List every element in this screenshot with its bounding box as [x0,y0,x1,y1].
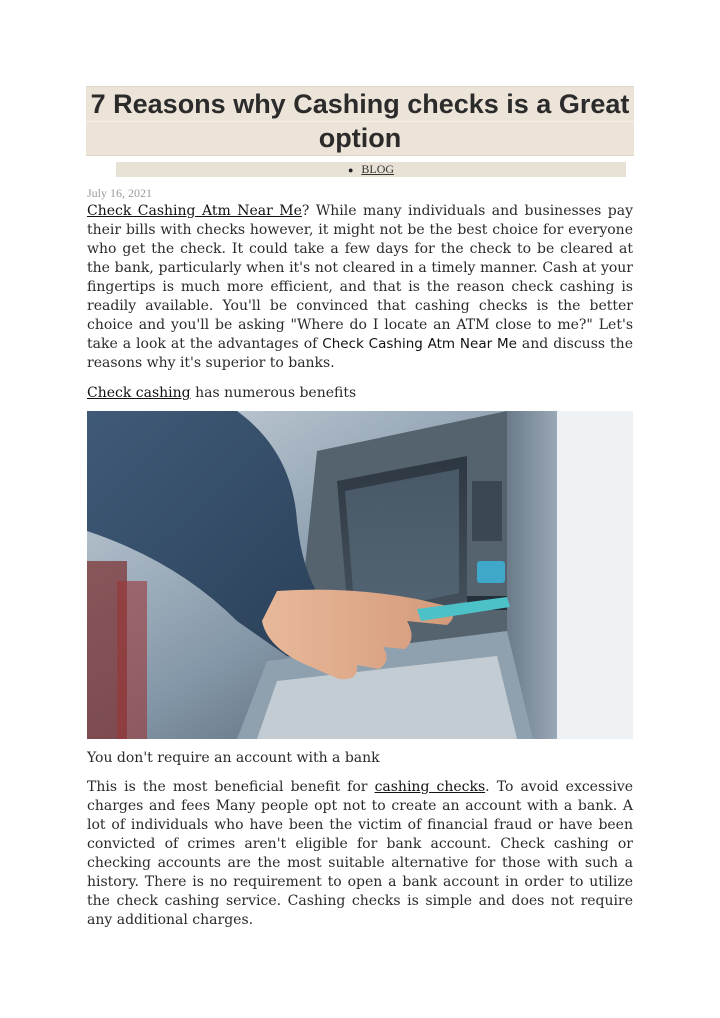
intro-paragraph [87,202,633,373]
body-start: This is the most beneficial benefit for [87,779,375,795]
atm-photo [87,411,633,739]
page-title: 7 Reasons why Cashing checks is a Great option [90,89,630,153]
intro-text: While many individuals and businesses pay their bills with checks however, it might not be the best choice for everyone who get the check. It could take a few days for the check to be cleared at the bank, particularly when it's not cleared in a timely manner. Cash at your fingertips is much more efficient, and that is the reason check cashing is readily available. You'll be convinced that cashing checks is the better choice and you'll be asking "Where do I locate an ATM close to me?" Let's take a look at the advantages of [87,203,633,352]
check-cashing-link[interactable]: Check cashing [87,385,191,401]
benefits-text: has numerous benefits [190,385,357,401]
cashing-checks-link[interactable]: cashing checks [374,779,486,795]
benefits-line [87,384,633,403]
bullet-icon: ● [347,165,354,175]
category-link-blog[interactable]: BLOG [361,162,395,176]
title-banner [86,86,634,156]
no-account-paragraph [87,778,633,930]
intro-question-mark: ? [301,203,310,219]
no-account-heading: You don't require an account with a bank [87,750,380,766]
intro-keyword: Check Cashing Atm Near Me [322,336,517,352]
intro-ending: and discuss the reasons why it's superior to banks. [87,336,633,371]
body-text: . To avoid excessive charges and fees Many people opt not to create an account with a bank. A lot of individuals who have been the victim of financial fraud or have been convicted of crimes aren't eligible for bank account. Check cashing or checking accounts are the most suitable alternative for those with such a history. There is no requirement to open a bank account in order to utilize the check cashing service. Cashing checks is simple and does not require any additional charges. [87,779,634,928]
atm-photo-illustration [87,411,633,739]
post-date: July 16, 2021 [87,186,153,200]
category-bar [116,162,626,177]
intro-keyword-link[interactable]: Check Cashing Atm Near Me [87,203,302,219]
